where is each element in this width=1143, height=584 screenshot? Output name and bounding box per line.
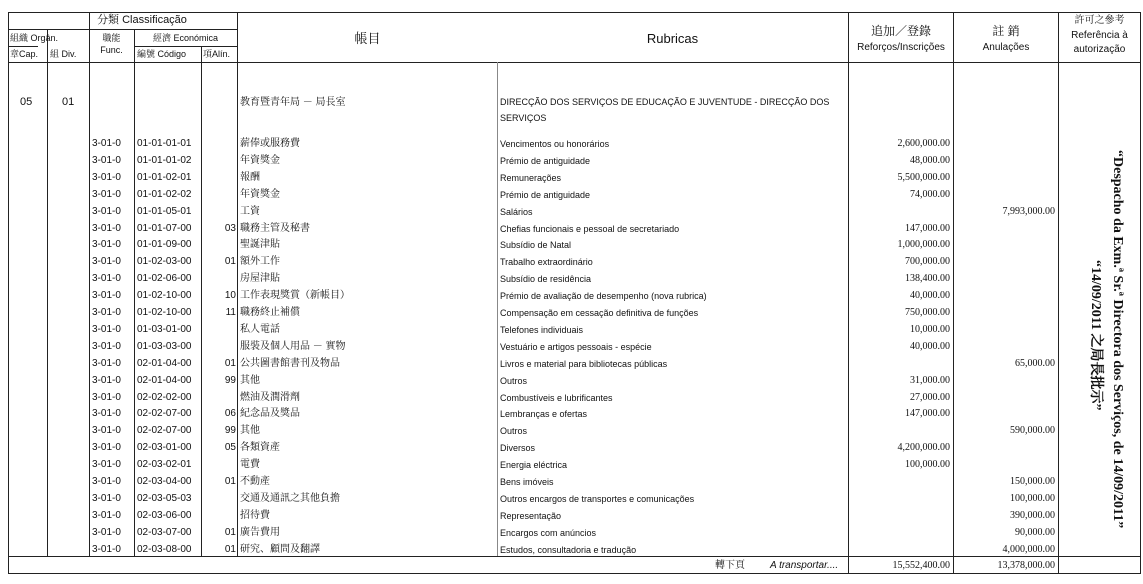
row-code: 01-01-07-00 [137,222,192,234]
row-rubrica-pt: Telefones individuais [500,324,584,335]
row-anulacao: 7,993,000.00 [1002,205,1055,217]
footer-transport-zh: 轉下頁 [715,560,745,571]
row-rubrica-zh: 研究、顧問及翻譯 [240,543,320,555]
row-code: 02-03-02-01 [137,459,192,471]
row-code: 01-01-05-01 [137,205,192,217]
row-code: 02-03-06-00 [137,509,192,521]
row-anulacao: 90,000.00 [1015,526,1055,538]
row-rubrica-zh: 電費 [240,459,260,471]
row-rubrica-pt: Outros [500,375,528,386]
row-func: 3-01-0 [92,154,121,166]
entity-cap: 05 [20,96,33,108]
header-anulacoes-pt: Anulações [982,42,1030,53]
row-rubrica-pt: Combustíveis e lubrificantes [500,392,613,403]
reference-note-zh: “14/09/2011 之局長批示” [1088,260,1103,411]
row-rubrica-pt: Outros [500,426,528,437]
row-reforco: 27,000.00 [910,391,950,403]
row-alinea: 11 [225,307,236,318]
header-rubrica-zh: 帳目 [354,31,381,46]
row-reforco: 700,000.00 [905,256,950,268]
header-alinea: 項Alín. [203,49,231,59]
reference-note-pt: “Despacho da Exm.ª Sr.ª Directora dos Serviços, de 14/09/2011” [1110,150,1125,529]
header-reforcos-pt: Reforços/Inscrições [857,42,945,53]
row-rubrica-zh: 工作表現獎賞（新帳目） [240,290,350,302]
header-referencia-pt1: Referência à [1071,30,1128,41]
row-code: 02-03-01-00 [137,442,192,454]
row-func: 3-01-0 [92,340,121,352]
row-reforco: 10,000.00 [910,323,950,335]
row-reforco: 5,500,000.00 [897,171,950,183]
row-code: 02-03-04-00 [137,476,192,487]
row-reforco: 4,200,000.00 [897,442,950,454]
row-alinea: 01 [224,526,236,538]
row-rubrica-zh: 聖誕津貼 [240,239,280,251]
row-rubrica-zh: 交通及通訊之其他負擔 [240,492,340,504]
row-code: 01-01-01-01 [137,138,192,149]
footer-transport-pt: A transportar.... [770,560,839,571]
row-reforco: 48,000.00 [910,154,950,166]
row-reforco: 100,000.00 [905,459,950,471]
row-code: 01-01-09-00 [137,239,192,251]
row-reforco: 2,600,000.00 [897,138,950,149]
row-func: 3-01-0 [92,307,121,318]
row-rubrica-zh: 年資獎金 [240,188,280,200]
entity-name-zh: 教育暨青年局 － 局長室 [240,97,346,108]
header-referencia-zh: 許可之參考 [1074,15,1125,26]
row-code: 01-02-10-00 [137,290,192,302]
row-rubrica-pt: Prémio de antiguidade [500,155,591,166]
row-rubrica-zh: 其他 [240,425,260,437]
row-anulacao: 65,000.00 [1015,357,1055,369]
row-rubrica-zh: 年資獎金 [240,154,280,166]
row-rubrica-pt: Vestuário e artigos pessoais - espécie [500,341,652,352]
header-referencia-pt2: autorização [1073,44,1126,55]
row-rubrica-pt: Livros e material para bibliotecas públicas [500,358,668,369]
row-reforco: 74,000.00 [910,188,950,200]
row-func: 3-01-0 [92,425,121,437]
row-code: 01-02-06-00 [137,273,192,285]
row-alinea: 03 [224,222,236,234]
row-rubrica-zh: 不動產 [240,476,270,487]
row-reforco: 147,000.00 [905,222,950,234]
row-reforco: 40,000.00 [910,290,950,302]
row-anulacao: 390,000.00 [1010,509,1055,521]
row-code: 02-03-07-00 [137,526,192,538]
row-alinea: 05 [224,442,236,454]
row-reforco: 138,400.00 [905,273,950,285]
row-code: 02-02-02-00 [137,391,192,403]
row-rubrica-zh: 廣告費用 [240,526,280,538]
row-rubrica-pt: Representação [500,510,562,521]
header-codigo: 編號 Código [137,49,187,59]
footer-total-anulacoes: 13,378,000.00 [997,560,1055,571]
row-rubrica-zh: 燃油及潤滑劑 [240,391,300,403]
row-func: 3-01-0 [92,408,121,420]
row-rubrica-pt: Energia eléctrica [500,460,568,471]
row-func: 3-01-0 [92,188,121,200]
row-alinea: 99 [224,374,236,386]
header-div: 組 Div. [50,49,77,59]
row-reforco: 1,000,000.00 [897,239,950,251]
row-reforco: 31,000.00 [910,374,950,386]
entity-name-pt-2: SERVIÇOS [500,113,547,123]
header-cap: 章Cap. [10,49,39,59]
row-func: 3-01-0 [92,476,121,487]
row-anulacao: 150,000.00 [1010,476,1055,487]
row-func: 3-01-0 [92,492,121,504]
row-code: 01-02-10-00 [137,307,192,318]
row-code: 02-01-04-00 [137,357,192,369]
row-rubrica-zh: 私人電話 [240,323,280,335]
entity-name-pt-1: DIRECÇÃO DOS SERVIÇOS DE EDUCAÇÃO E JUVENTUDE - DIRECÇÃO DOS [500,97,830,107]
row-alinea: 01 [224,357,236,369]
row-rubrica-zh: 紀念品及獎品 [240,408,300,420]
header-organica: 組織 Orgân. [10,33,59,43]
row-code: 01-01-01-02 [137,154,192,166]
row-code: 02-03-05-03 [137,492,192,504]
row-func: 3-01-0 [92,273,121,285]
row-rubrica-pt: Remunerações [500,172,562,183]
row-func: 3-01-0 [92,205,121,217]
row-alinea: 01 [224,256,236,268]
row-rubrica-pt: Trabalho extraordinário [500,257,593,268]
entity-div: 01 [62,96,75,108]
row-rubrica-zh: 工資 [240,205,260,217]
row-rubrica-pt: Outros encargos de transportes e comunicações [500,493,695,504]
row-code: 01-01-02-02 [137,188,192,200]
row-reforco: 40,000.00 [910,340,950,352]
row-code: 01-03-03-00 [137,340,192,352]
row-rubrica-pt: Bens imóveis [500,477,554,487]
row-alinea: 06 [224,408,236,420]
row-rubrica-zh: 房屋津貼 [240,273,280,285]
row-code: 02-01-04-00 [137,374,192,386]
header-funcional-pt: Func. [100,45,123,55]
row-anulacao: 590,000.00 [1010,425,1055,437]
row-code: 01-01-02-01 [137,171,192,183]
header-anulacoes-zh: 註 銷 [992,24,1020,38]
row-rubrica-pt: Prémio de antiguidade [500,189,591,200]
row-rubrica-zh: 報酬 [240,171,260,183]
row-func: 3-01-0 [92,374,121,386]
row-rubrica-zh: 其他 [240,374,260,386]
row-rubrica-pt: Salários [500,206,533,217]
row-rubrica-pt: Estudos, consultadoria e tradução [500,544,637,555]
header-funcional-zh: 職能 [102,33,121,43]
row-alinea: 01 [224,476,236,487]
row-func: 3-01-0 [92,256,121,268]
row-func: 3-01-0 [92,526,121,538]
row-func: 3-01-0 [92,509,121,521]
row-func: 3-01-0 [92,239,121,251]
row-func: 3-01-0 [92,543,121,555]
row-rubrica-pt: Prémio de avaliação de desempenho (nova rubrica) [500,291,707,302]
row-rubrica-zh: 職務主管及秘書 [240,222,310,234]
row-rubrica-zh: 服裝及個人用品 － 實物 [240,340,346,352]
reference-note [1068,150,1128,530]
row-alinea: 99 [224,425,236,437]
row-func: 3-01-0 [92,290,121,302]
row-alinea: 10 [224,290,236,302]
header-reforcos-zh: 追加／登錄 [870,24,931,38]
row-rubrica-zh: 職務終止補償 [240,307,300,318]
header-rubrica-pt: Rubricas [646,31,699,46]
row-reforco: 750,000.00 [905,307,950,318]
row-code: 02-02-07-00 [137,408,192,420]
row-code: 02-02-07-00 [137,425,192,437]
row-anulacao: 4,000,000.00 [1002,543,1055,555]
row-func: 3-01-0 [92,323,121,335]
row-code: 01-02-03-00 [137,256,192,268]
row-rubrica-pt: Subsídio de Natal [500,240,572,251]
row-rubrica-zh: 額外工作 [240,256,280,268]
row-func: 3-01-0 [92,171,121,183]
row-rubrica-zh: 薪俸或服務費 [240,138,300,149]
row-rubrica-zh: 各類資產 [240,442,280,454]
row-rubrica-pt: Compensação em cessação definitiva de funções [500,308,699,318]
row-func: 3-01-0 [92,459,121,471]
row-rubrica-zh: 招待費 [240,509,270,521]
row-reforco: 147,000.00 [905,408,950,420]
row-rubrica-pt: Vencimentos ou honorários [500,139,610,149]
header-classificacao: 分類 Classificação [97,14,187,26]
row-func: 3-01-0 [92,442,121,454]
row-rubrica-pt: Diversos [500,443,536,454]
row-func: 3-01-0 [92,222,121,234]
footer-total-reforcos: 15,552,400.00 [892,560,950,571]
row-code: 02-03-08-00 [137,543,192,555]
row-func: 3-01-0 [92,391,121,403]
row-rubrica-pt: Subsídio de residência [500,274,592,285]
row-rubrica-pt: Chefias funcionais e pessoal de secretariado [500,223,680,234]
row-alinea: 01 [224,543,236,555]
row-func: 3-01-0 [92,357,121,369]
row-anulacao: 100,000.00 [1010,492,1055,504]
row-func: 3-01-0 [92,138,121,149]
row-rubrica-zh: 公共圖書館書刊及物品 [240,357,340,369]
row-rubrica-pt: Lembranças e ofertas [500,409,588,420]
row-rubrica-pt: Encargos com anúncios [500,527,597,538]
row-code: 01-03-01-00 [137,323,192,335]
header-economica: 經濟 Económica [152,33,219,43]
